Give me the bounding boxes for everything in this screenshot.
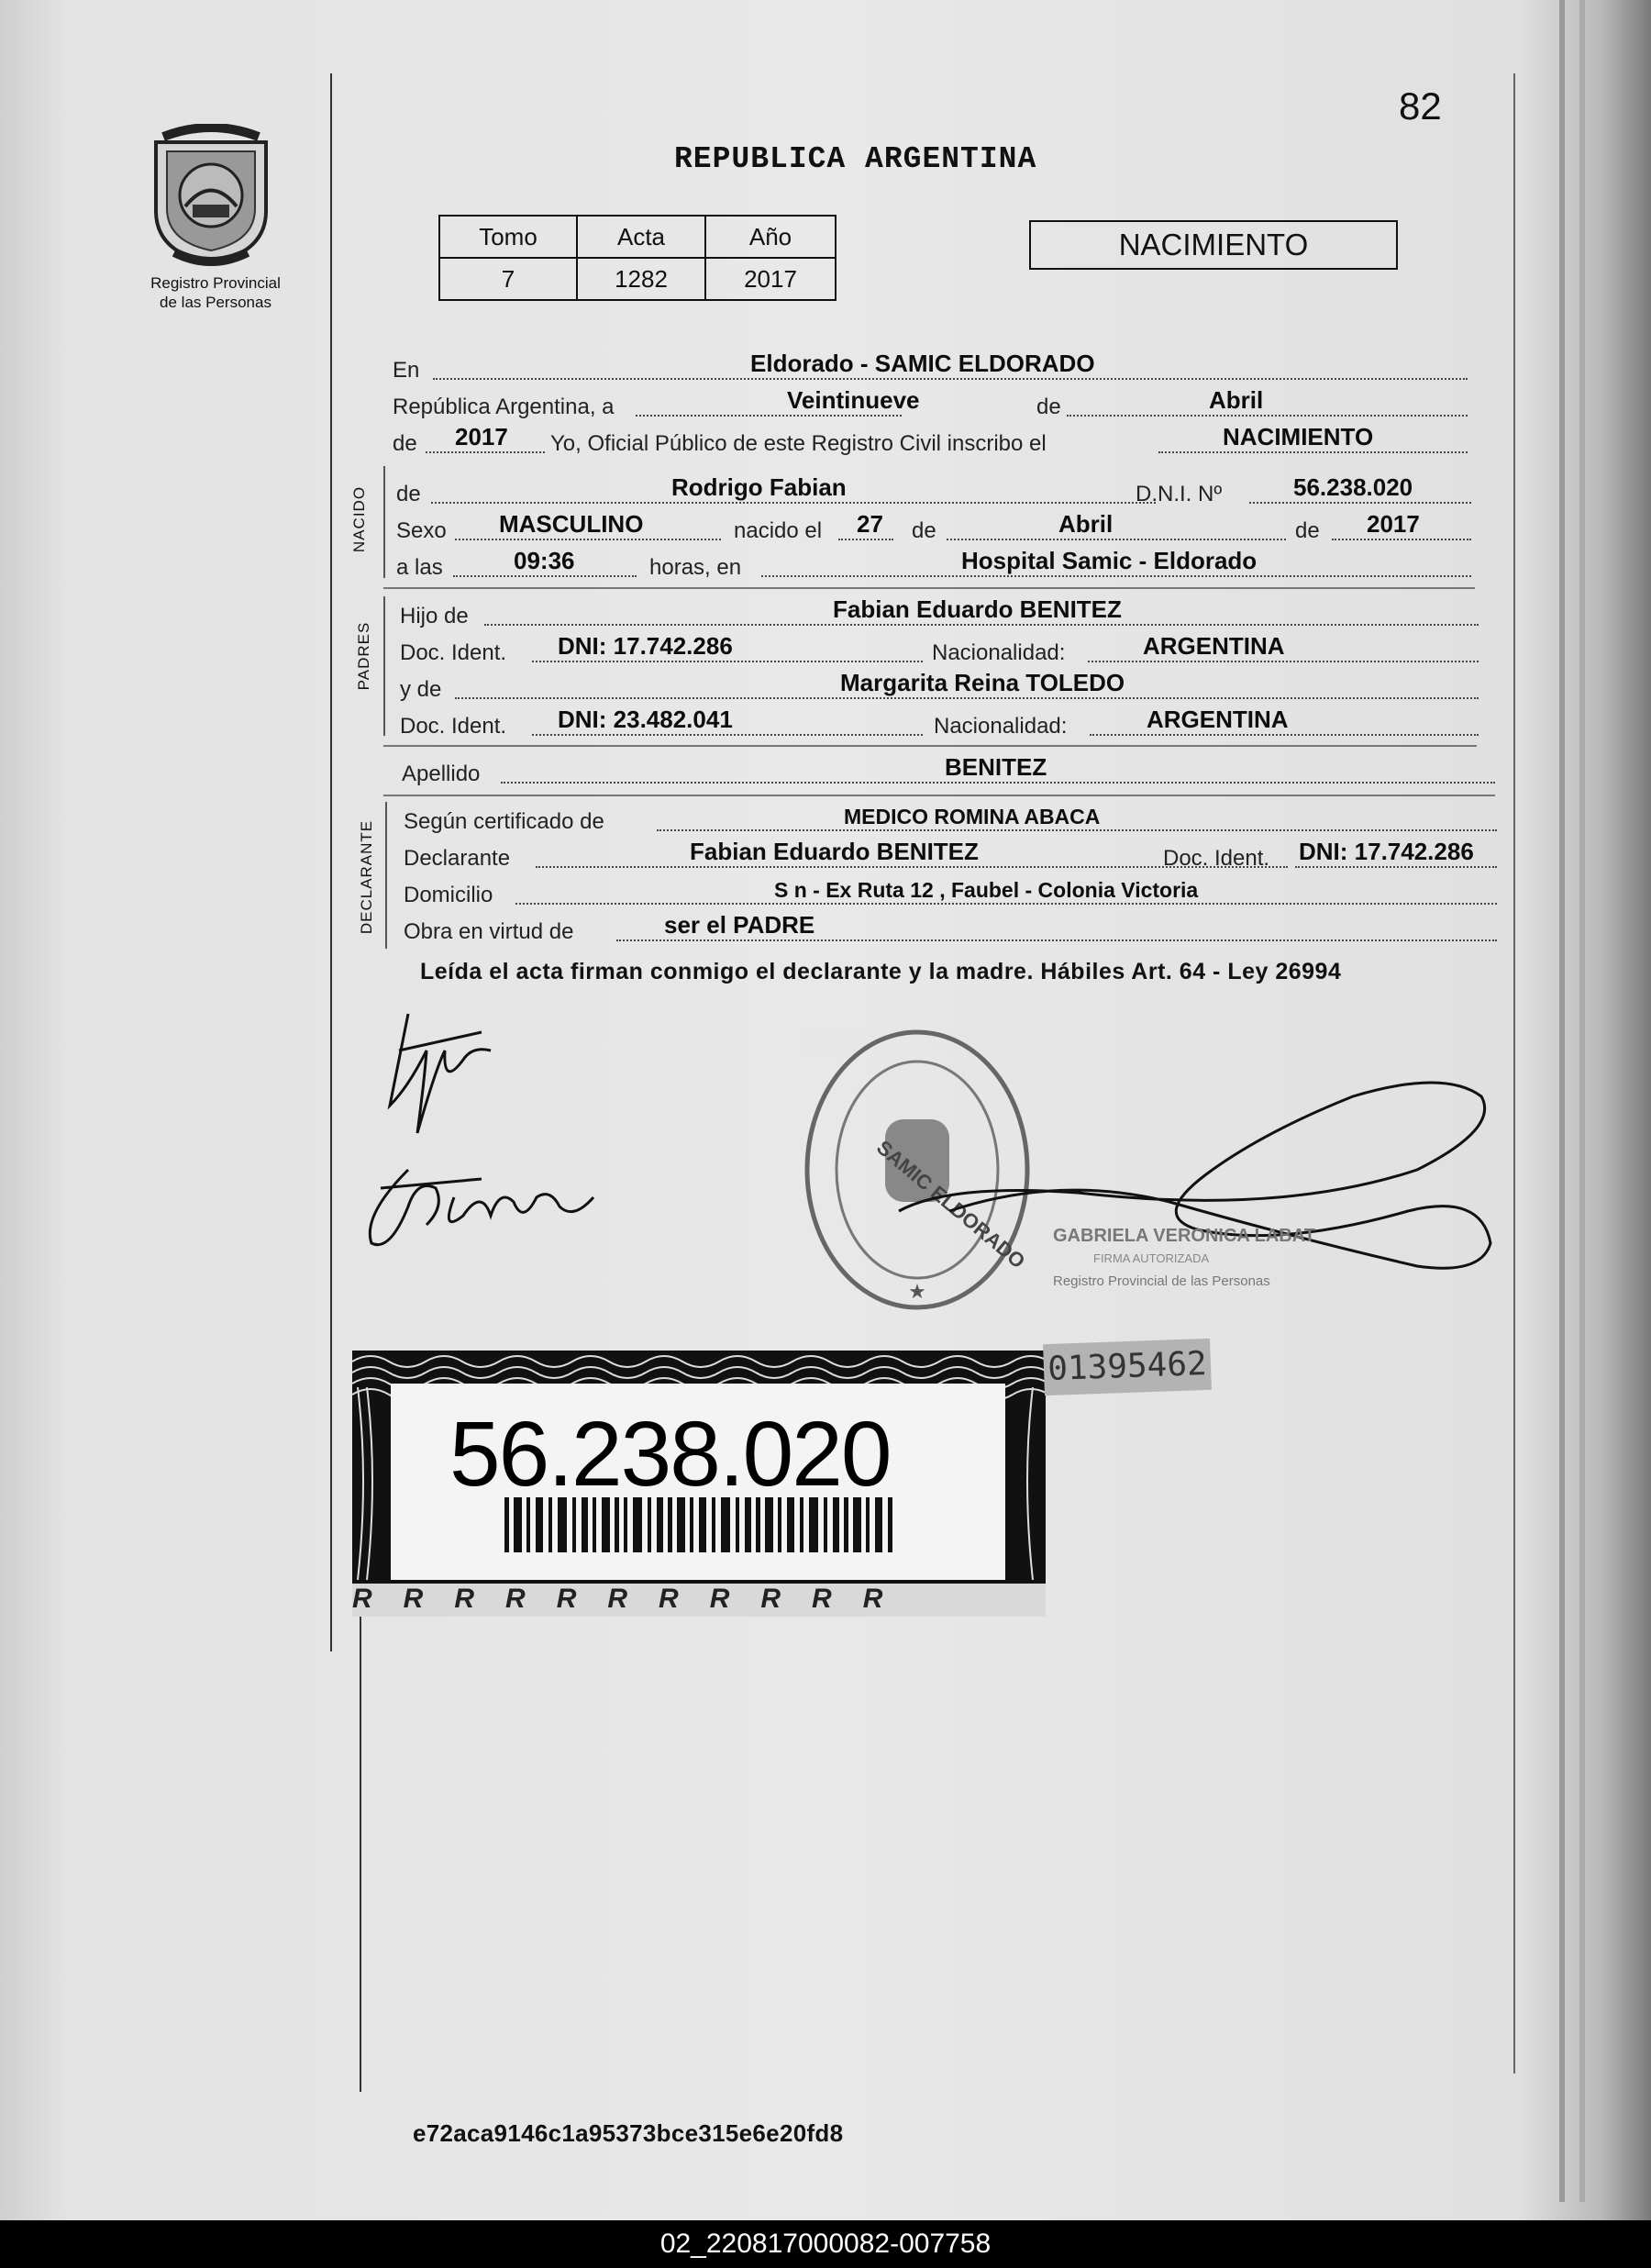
field-label: Nacionalidad: (932, 640, 1066, 665)
event-value: NACIMIENTO (1223, 423, 1374, 450)
field-label: Domicilio (404, 883, 493, 907)
dotted-line (1067, 415, 1468, 417)
field-label: de (1036, 395, 1061, 419)
acts-as-value: ser el PADRE (664, 911, 815, 939)
field-label: Según certificado de (404, 809, 604, 834)
document-type-box: NACIMIENTO (1029, 220, 1398, 270)
mother-nationality-value: ARGENTINA (1147, 706, 1289, 733)
dotted-line (532, 734, 923, 736)
dotted-line (501, 782, 1495, 784)
form-row (404, 873, 1497, 910)
dotted-line (484, 624, 1479, 626)
dotted-line (616, 939, 1497, 941)
father-doc-value: DNI: 17.742.286 (558, 632, 733, 660)
field-label: República Argentina, a (393, 395, 615, 419)
surname-value: BENITEZ (945, 753, 1047, 781)
authority-name: GABRIELA VERONICA LABAT (1053, 1226, 1315, 1246)
pattern-letter-strip (352, 1582, 1046, 1617)
authority-office: Registro Provincial de las Personas (1053, 1273, 1270, 1289)
left-margin-line (360, 1615, 361, 2092)
field-label: Hijo de (400, 604, 469, 628)
form-row (400, 631, 1479, 668)
dotted-line (1332, 539, 1471, 540)
country-title: REPUBLICA ARGENTINA (674, 142, 1037, 176)
dotted-line (455, 697, 1479, 699)
field-label: Obra en virtud de (404, 919, 574, 944)
dotted-line (426, 451, 545, 453)
field-label: de (912, 518, 936, 543)
declarant-signature-icon (371, 995, 518, 1142)
section-label-padres: PADRES (355, 621, 372, 691)
field-label: horas, en (649, 555, 742, 580)
field-label: Sexo (396, 518, 447, 543)
table-cell: 2017 (705, 258, 836, 300)
form-row (393, 349, 1468, 385)
address-value: S n - Ex Ruta 12 , Faubel - Colonia Victoria (774, 878, 1199, 902)
pattern-letter: R (352, 1584, 404, 1614)
form-row (400, 705, 1479, 741)
logo-label-line: Registro Provincial (150, 274, 281, 292)
logo-label (128, 273, 303, 312)
section-label-declarante: DECLARANTE (358, 819, 375, 935)
table-cell: 7 (439, 258, 577, 300)
dotted-line (433, 378, 1468, 380)
form-row (393, 422, 1468, 459)
pattern-letter: R (454, 1584, 506, 1614)
mother-signature-icon (353, 1151, 605, 1262)
birth-day-value: 27 (857, 510, 883, 538)
field-label: Doc. Ident. (400, 714, 507, 739)
left-margin-line (330, 73, 332, 1651)
table-row (439, 258, 836, 300)
pattern-letter: R (659, 1584, 710, 1614)
page-number: 82 (1399, 84, 1442, 128)
birth-time-value: 09:36 (514, 547, 575, 574)
seal-outer-text (803, 1026, 1032, 1055)
page-edge (1579, 0, 1585, 2202)
pattern-letter: R (862, 1584, 914, 1614)
mother-name-value: Margarita Reina TOLEDO (840, 669, 1125, 696)
dotted-line (657, 829, 1497, 831)
day-value: Veintinueve (787, 386, 920, 414)
child-name-value: Rodrigo Fabian (671, 473, 847, 501)
serial-stub: 01395462 (1043, 1339, 1212, 1395)
provincia-de-misiones-seal-icon (147, 124, 275, 266)
dotted-line (1249, 502, 1471, 504)
father-nationality-value: ARGENTINA (1143, 632, 1285, 660)
pattern-letter: R (556, 1584, 608, 1614)
field-label: nacido el (734, 518, 823, 543)
form-row (396, 472, 1471, 509)
table-header-cell: Tomo (439, 216, 577, 258)
pattern-letter: R (812, 1584, 863, 1614)
field-label: de (393, 431, 417, 456)
dotted-line (1295, 866, 1497, 868)
child-dni-value: 56.238.020 (1293, 473, 1413, 501)
sex-value: MASCULINO (499, 510, 644, 538)
dotted-line (1088, 661, 1479, 662)
form-row (400, 595, 1479, 631)
section-divider (385, 802, 387, 949)
father-name-value: Fabian Eduardo BENITEZ (833, 595, 1122, 623)
form-row (404, 837, 1497, 873)
dotted-line (761, 575, 1471, 577)
pattern-letter: R (505, 1584, 557, 1614)
form-row (402, 752, 1495, 789)
document-hash: e72aca9146c1a95373bce315e6e20fd8 (413, 2119, 844, 2147)
form-row (400, 668, 1479, 705)
section-divider (383, 466, 385, 578)
field-label: Nacionalidad: (934, 714, 1068, 739)
filename-caption: 02_220817000082-007758 (0, 2220, 1651, 2268)
section-separator (383, 587, 1475, 589)
field-label: D.N.I. Nº (1136, 482, 1223, 506)
mother-doc-value: DNI: 23.482.041 (558, 706, 733, 733)
dotted-line (532, 661, 923, 662)
month-value: Abril (1209, 386, 1264, 414)
form-row (404, 910, 1497, 947)
birth-month-value: Abril (1058, 510, 1114, 538)
section-divider (383, 596, 385, 736)
svg-text:★: ★ (908, 1280, 926, 1303)
form-row (404, 800, 1497, 837)
dotted-line (636, 415, 902, 417)
field-label: de (396, 482, 421, 506)
dotted-line (431, 502, 1156, 504)
certificate-value: MEDICO ROMINA ABACA (844, 805, 1101, 828)
year-value: 2017 (455, 423, 508, 450)
page-edge (1559, 0, 1565, 2202)
closing-statement: Leída el acta firman conmigo el declarante y la madre. Hábiles Art. 64 - Ley 26994 (420, 959, 1342, 984)
logo-label-line: de las Personas (160, 294, 271, 311)
form-row (396, 546, 1471, 583)
dotted-line (455, 539, 721, 540)
field-label: Apellido (402, 762, 481, 786)
field-label: Doc. Ident. (400, 640, 507, 665)
table-header-cell: Acta (577, 216, 705, 258)
section-separator (383, 745, 1477, 747)
authority-role: FIRMA AUTORIZADA (1093, 1251, 1210, 1265)
statement-text: Yo, Oficial Público de este Registro Civil inscribo el (550, 431, 1047, 456)
dotted-line (453, 575, 637, 577)
field-label: y de (400, 677, 442, 702)
dotted-line (515, 903, 1497, 905)
dotted-line (1090, 734, 1479, 736)
pattern-letter: R (709, 1584, 761, 1614)
place-value: Eldorado - SAMIC ELDORADO (750, 350, 1095, 377)
birth-place-value: Hospital Samic - Eldorado (961, 547, 1258, 574)
field-label: En (393, 358, 420, 383)
field-label: a las (396, 555, 443, 580)
field-label: Declarante (404, 846, 511, 871)
section-separator (383, 795, 1495, 796)
tomo-acta-ano-table (438, 215, 837, 301)
section-label-nacido: NACIDO (350, 485, 368, 553)
pattern-letter: R (403, 1584, 455, 1614)
form-row (393, 385, 1468, 422)
table-cell: 1282 (577, 258, 705, 300)
declarant-name-value: Fabian Eduardo BENITEZ (690, 838, 979, 865)
seal-inner-text: SAMIC ELDORADO (872, 1135, 1030, 1273)
dni-sticker-number: 56.238.020 (449, 1403, 891, 1506)
pattern-letter: R (760, 1584, 813, 1614)
table-header-cell: Año (705, 216, 836, 258)
birth-year-value: 2017 (1367, 510, 1420, 538)
pattern-letter: R (607, 1584, 659, 1614)
dotted-line (947, 539, 1286, 540)
table-header-row (439, 216, 836, 258)
dotted-line (838, 539, 893, 540)
field-label: Doc. Ident. (1163, 846, 1270, 871)
field-label: de (1295, 518, 1320, 543)
declarant-doc-value: DNI: 17.742.286 (1299, 838, 1474, 865)
dotted-line (1158, 451, 1468, 453)
right-margin-line (1513, 73, 1515, 2073)
form-row (396, 509, 1471, 546)
